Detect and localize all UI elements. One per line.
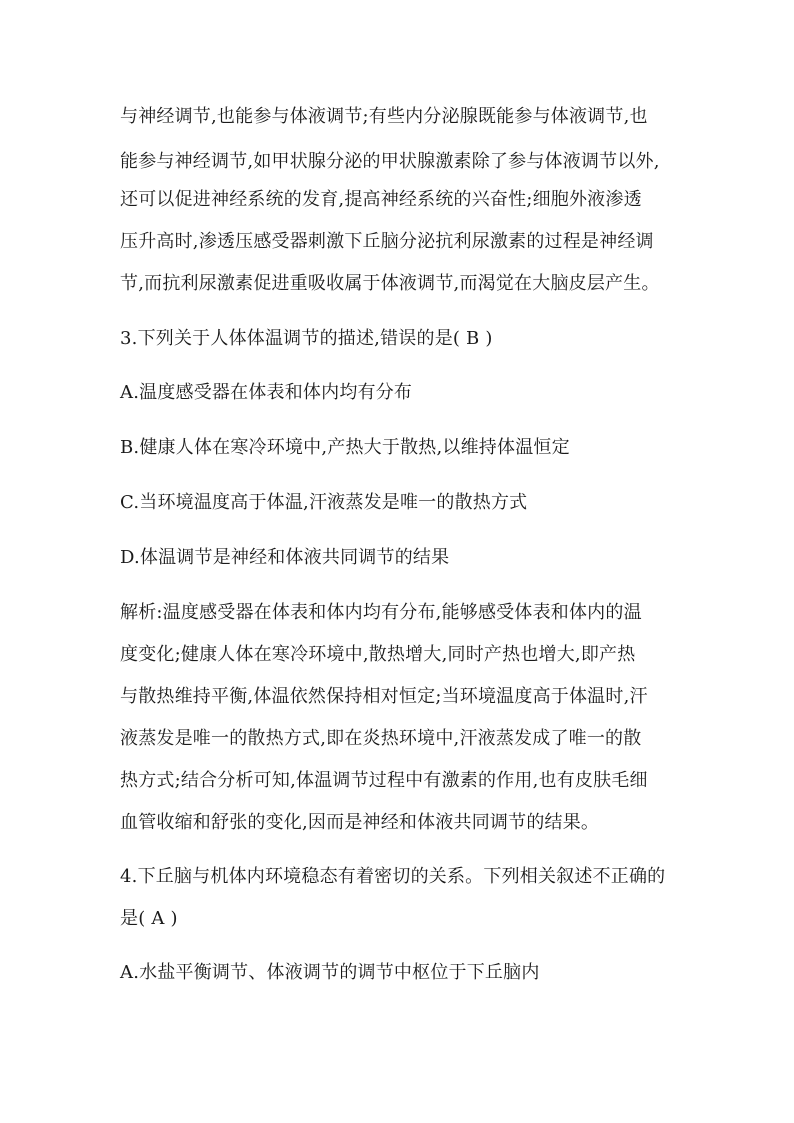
explanation-3-line: 解析:温度感受器在体表和体内均有分布,能够感受体表和体内的温	[120, 602, 642, 623]
question-3-stem: 3.下列关于人体体温调节的描述,错误的是( B )	[120, 328, 493, 349]
explanation-3-line: 热方式;结合分析可知,体温调节过程中有激素的作用,也有皮肤毛细	[120, 770, 648, 791]
question-3-option-d: D.体温调节是神经和体液共同调节的结果	[120, 547, 450, 568]
text-line: 压升高时,渗透压感受器刺激下丘脑分泌抗利尿激素的过程是神经调	[120, 231, 654, 252]
explanation-3-line: 液蒸发是唯一的散热方式,即在炎热环境中,汗液蒸发成了唯一的散	[120, 728, 642, 749]
explanation-3-line: 血管收缩和舒张的变化,因而是神经和体液共同调节的结果。	[120, 812, 600, 833]
text-line: 还可以促进神经系统的发育,提高神经系统的兴奋性;细胞外液渗透	[120, 189, 642, 210]
explanation-3-line: 与散热维持平衡,体温依然保持相对恒定;当环境温度高于体温时,汗	[120, 686, 648, 707]
question-3-option-c: C.当环境温度高于体温,汗液蒸发是唯一的散热方式	[120, 492, 528, 513]
explanation-3-line: 度变化;健康人体在寒冷环境中,散热增大,同时产热也增大,即产热	[120, 644, 636, 665]
question-4-option-a: A.水盐平衡调节、体液调节的调节中枢位于下丘脑内	[120, 962, 540, 983]
question-3-option-a: A.温度感受器在体表和体内均有分布	[120, 382, 413, 403]
text-line: 节,而抗利尿激素促进重吸收属于体液调节,而渴觉在大脑皮层产生。	[120, 273, 660, 294]
text-line: 能参与神经调节,如甲状腺分泌的甲状腺激素除了参与体液调节以外,	[120, 151, 660, 172]
question-4-stem: 4.下丘脑与机体内环境稳态有着密切的关系。下列相关叙述不正确的	[120, 866, 666, 887]
text-line: 与神经调节,也能参与体液调节;有些内分泌腺既能参与体液调节,也	[120, 106, 648, 127]
question-4-stem: 是( A )	[120, 908, 178, 929]
question-3-option-b: B.健康人体在寒冷环境中,产热大于散热,以维持体温恒定	[120, 437, 570, 458]
